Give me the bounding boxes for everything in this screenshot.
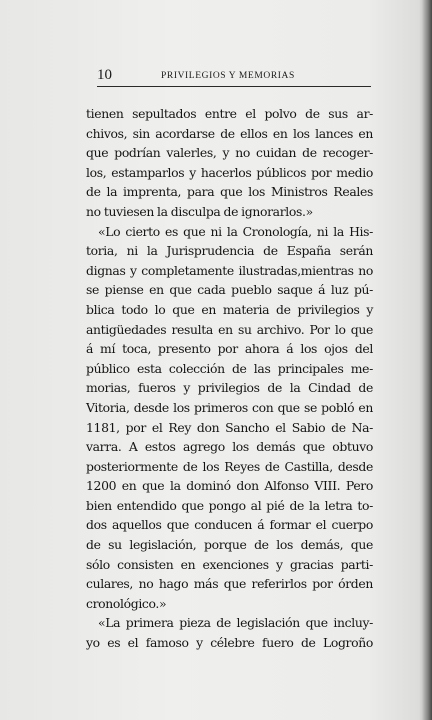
text-line: antigüedades resulta en su archivo. Por lo que <box>86 321 373 337</box>
text-line: culares, no hago más que referirlos por órden <box>86 576 373 592</box>
text-line: cronológico.» <box>86 595 167 611</box>
text-line: de su legislación, porque de los demás, que <box>86 537 373 553</box>
body-text <box>86 104 373 653</box>
text-line: dignas y completamente ilustradas,mientras no <box>86 262 373 278</box>
header-rule <box>97 86 371 87</box>
text-line: posteriormente de los Reyes de Castilla, desde <box>86 458 373 474</box>
text-line: tienen sepultados entre el polvo de sus ar- <box>86 106 373 121</box>
page-number: 10 <box>97 67 112 83</box>
running-head-title: PRIVILEGIOS Y MEMORIAS <box>161 71 295 81</box>
text-line: 1200 en que la dominó don Alfonso VIII. Pero <box>86 478 373 494</box>
text-line: los, estamparlos y hacerlos públicos por medio <box>86 164 373 180</box>
text-line: á mí toca, presento por ahora á los ojos del <box>86 341 373 357</box>
page-edge-shadow <box>422 0 432 720</box>
text-line: no tuviesen la disculpa de ignorarlos.» <box>86 203 313 219</box>
text-line: se piense en que cada pueblo saque á luz pú- <box>86 282 373 298</box>
text-line: dos aquellos que conducen á formar el cuerpo <box>86 517 373 533</box>
running-head <box>97 66 371 86</box>
text-line: sólo consisten en exenciones y gracias parti- <box>86 556 373 572</box>
text-line: yo es el famoso y célebre fuero de Logroño <box>86 635 373 651</box>
paragraph-start-line: «La primera pieza de legislación que incluy- <box>98 615 373 631</box>
text-line: blica todo lo que en materia de privilegios y <box>86 301 373 317</box>
text-line: Vitoria, desde los primeros con que se pobló en <box>86 399 373 415</box>
text-line: bien entendido que pongo al pié de la letra to- <box>86 497 373 513</box>
text-line: público esta colección de las principales me- <box>86 360 373 376</box>
text-line: toria, ni la Jurisprudencia de España serán <box>86 243 373 259</box>
text-line: morias, fueros y privilegios de la Cindad de <box>86 380 373 396</box>
text-line: de la imprenta, para que los Ministros Reales <box>86 184 373 200</box>
text-line: chivos, sin acordarse de ellos en los lances en <box>86 125 373 141</box>
text-line: 1181, por el Rey don Sancho el Sabio de Na- <box>86 419 373 435</box>
paragraph-start-line: «Lo cierto es que ni la Cronología, ni la His- <box>98 223 373 239</box>
text-line: que podrían valerles, y no cuidan de recoger- <box>86 145 373 161</box>
text-line: varra. A estos agrego los demás que obtuvo <box>86 439 373 455</box>
